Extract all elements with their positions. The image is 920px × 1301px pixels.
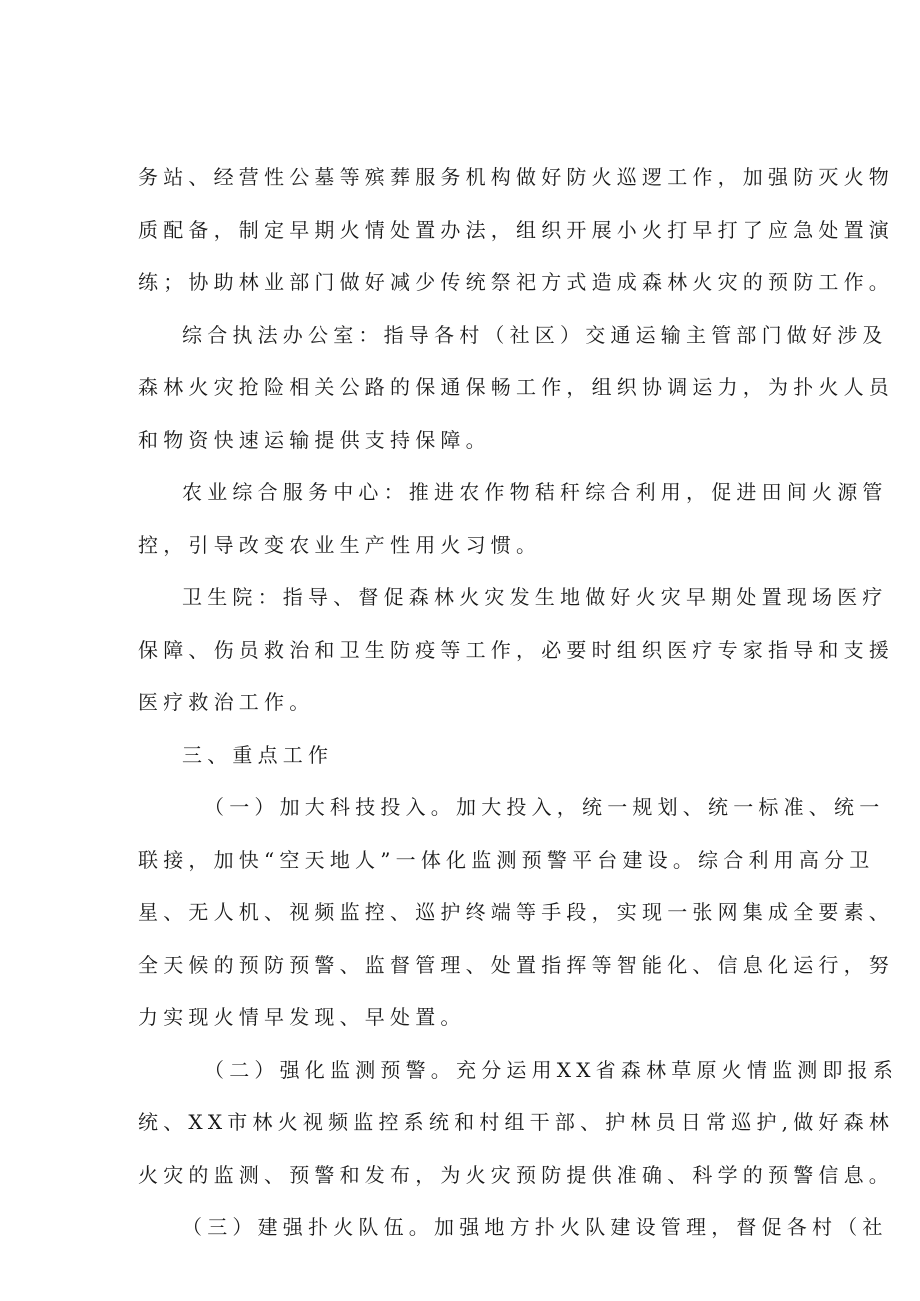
text-line: 医疗救治工作。 — [138, 690, 315, 714]
section-heading: 三、重点工作 — [182, 742, 334, 767]
text-line-paragraph-start: 农业综合服务中心：推进农作物秸秆综合利用，促进田间火源管 — [182, 480, 888, 504]
text-line: 全天候的预防预警、监督管理、处置指挥等智能化、信息化运行，努 — [138, 952, 894, 977]
text-line: 控，引导改变农业生产性用火习惯。 — [138, 532, 542, 557]
text-line: 和物资快速运输提供支持保障。 — [138, 427, 491, 452]
text-line: 务站、经营性公墓等殡葬服务机构做好防火巡逻工作，加强防灭火物 — [138, 165, 894, 189]
text-line-paragraph-start: （二）强化监测预警。充分运用XX省森林草原火情监测即报系 — [204, 1057, 899, 1082]
text-line-paragraph-start: （三）建强扑火队伍。加强地方扑火队建设管理，督促各村（社 — [182, 1215, 888, 1239]
text-line: 统、XX市林火视频监控系统和村组干部、护林员日常巡护,做好森林 — [138, 1110, 895, 1134]
text-line: 森林火灾抢险相关公路的保通保畅工作，组织协调运力，为扑火人员 — [138, 375, 894, 399]
text-line: 练；协助林业部门做好减少传统祭祀方式造成森林火灾的预防工作。 — [138, 270, 894, 294]
text-line: 星、无人机、视频监控、巡护终端等手段，实现一张网集成全要素、 — [138, 900, 894, 924]
text-line: 保障、伤员救治和卫生防疫等工作，必要时组织医疗专家指导和支援 — [138, 637, 894, 662]
text-line: 火灾的监测、预警和发布，为火灾预防提供准确、科学的预警信息。 — [138, 1162, 894, 1187]
text-line: 力实现火情早发现、早处置。 — [138, 1005, 466, 1029]
text-line-paragraph-start: （一）加大科技投入。加大投入，统一规划、统一标准、统一 — [204, 795, 885, 819]
text-line: 质配备，制定早期火情处置办法，组织开展小火打早打了应急处置演 — [138, 217, 894, 242]
document-body — [138, 157, 899, 1260]
text-line-paragraph-start: 综合执法办公室：指导各村（社区）交通运输主管部门做好涉及 — [182, 322, 888, 347]
text-line: 联接，加快“空天地人”一体化监测预警平台建设。综合利用高分卫 — [138, 847, 875, 872]
text-line-paragraph-start: 卫生院：指导、督促森林火灾发生地做好火灾早期处置现场医疗 — [182, 585, 888, 609]
